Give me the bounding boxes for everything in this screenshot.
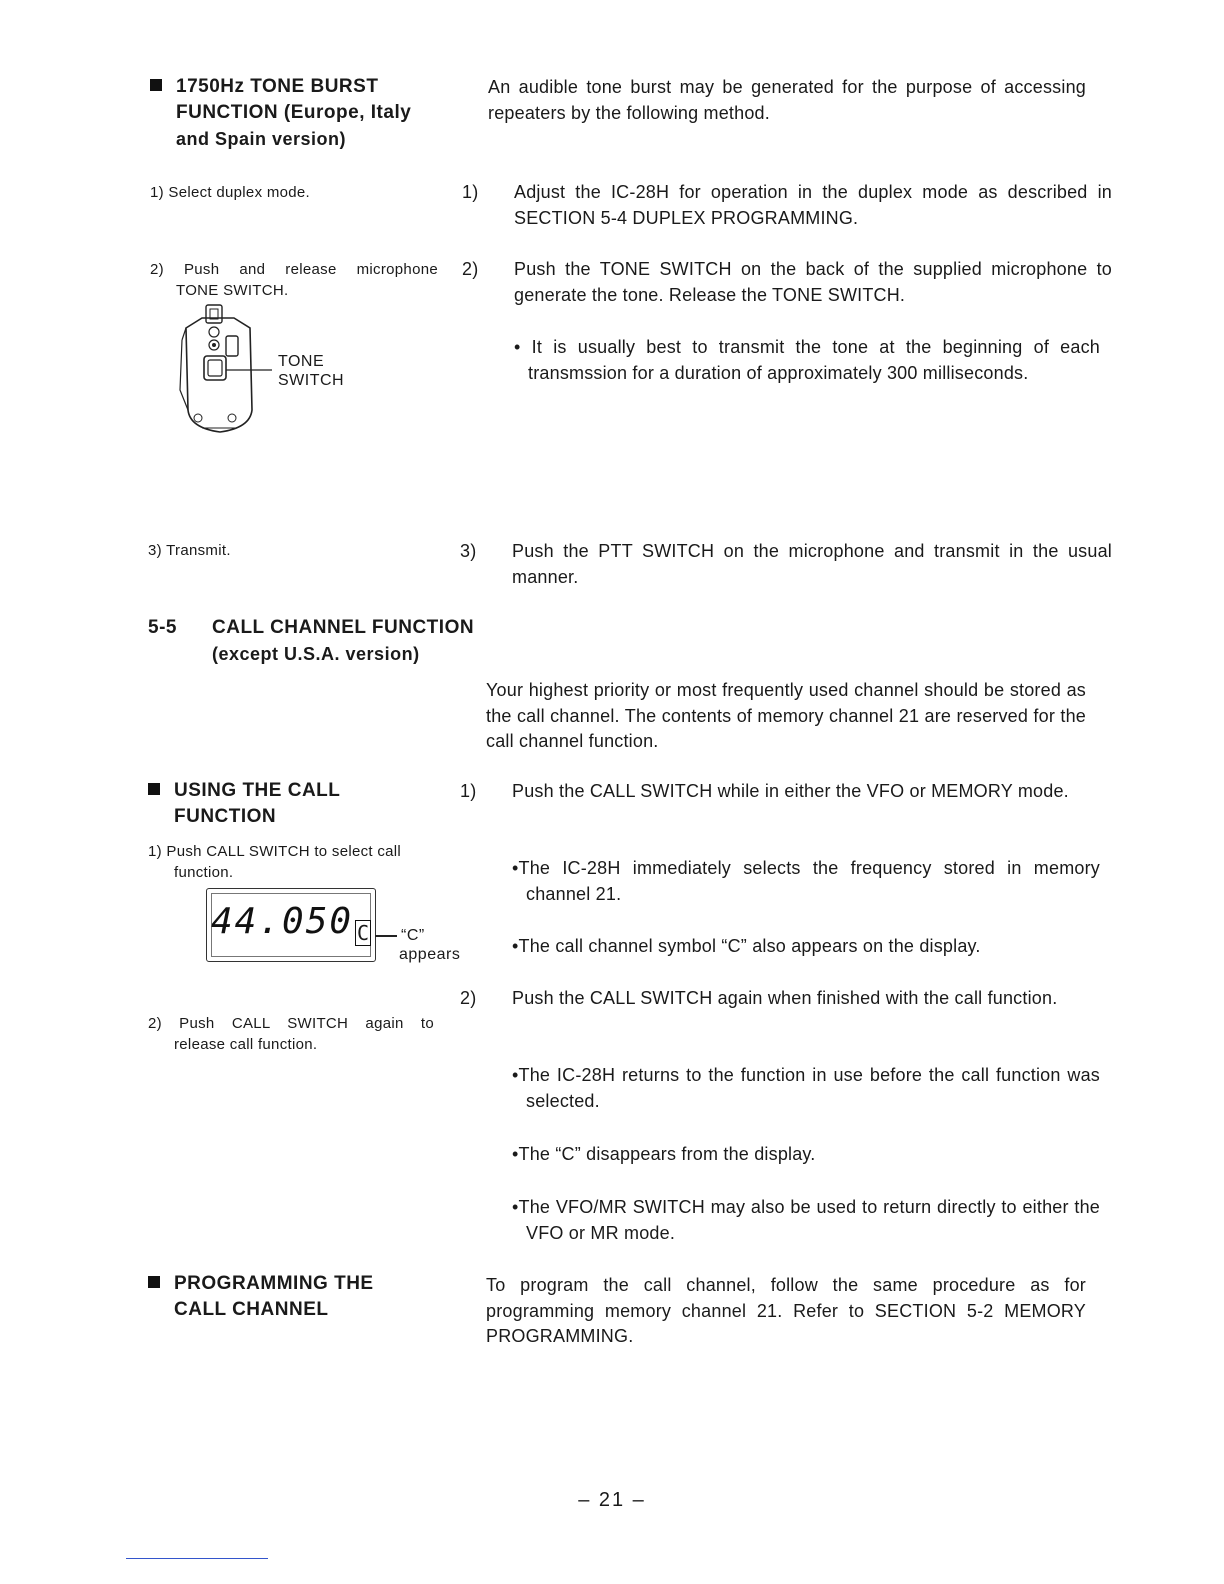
bullet-icon: • [512,936,519,956]
tone-step2-bullet: • It is usually best to transmit the tone at the beginning of each transmssion for a duration of approximately 300 milliseconds. [514,337,1100,383]
tone-step2-body: 2) Push the TONE SWITCH on the back of the supplied microphone to generate the tone. Release the TONE SWITCH. [462,259,1112,305]
section-intro: Your highest priority or most frequently used channel should be stored as the call channel. The contents of memory channel 21 are reserved for the call channel function. [486,680,1086,751]
square-bullet-icon [148,1276,160,1288]
tone-step3-body: 3) Push the PTT SWITCH on the microphone and transmit in the usual manner. [460,541,1112,587]
square-bullet-icon [148,783,160,795]
square-bullet-icon [150,79,162,91]
bullet-icon: • [512,858,519,878]
call-step1-body: 1) Push the CALL SWITCH while in either the VFO or MEMORY mode. [460,781,1069,801]
section-heading [148,615,548,667]
tone-burst-intro: An audible tone burst may be generated for the purpose of accessing repeaters by the following method. [488,77,1086,123]
lcd-frequency: 44.050 [211,901,354,942]
call-bullet-4: •The “C” disappears from the display. [512,1144,816,1164]
programming-heading: PROGRAMMING THE CALL CHANNEL [148,1271,448,1323]
lcd-display [206,888,376,962]
call-bullet-5: •The VFO/MR SWITCH may also be used to return directly to either the VFO or MR mode. [512,1197,1100,1243]
section-title: CALL CHANNEL FUNCTION [212,617,475,638]
tone-burst-heading: 1750Hz TONE BURST FUNCTION (Europe, Italy and Spain version) [150,74,450,152]
call-channel-symbol: C [356,921,370,945]
call-bullet-2: •The call channel symbol “C” also appears on the display. [512,936,981,956]
call-bullet-1: •The IC-28H immediately selects the frequency stored in memory channel 21. [512,858,1100,904]
bullet-icon: • [512,1144,519,1164]
bullet-icon: • [512,1197,519,1217]
bottom-rule [126,1558,268,1559]
call-bullet-3: •The IC-28H returns to the function in use before the call function was selected. [512,1065,1100,1111]
tone-switch-label: TONE SWITCH [278,353,345,389]
call-step2-body: 2) Push the CALL SWITCH again when finished with the call function. [460,988,1058,1008]
pointer-line [375,935,397,937]
tone-step1-short: 1) Select duplex mode. [150,184,311,201]
tone-step2-short: 2) Push and release microphone TONE SWITCH. [150,261,438,299]
call-step2-short: 2) Push CALL SWITCH again to release call function. [148,1015,434,1053]
programming-body: To program the call channel, follow the same procedure as for programming memory channel 21. Refer to SECTION 5-2 MEMORY PROGRAMMING. [486,1275,1086,1346]
microphone-illustration [172,300,272,440]
section-number: 5-5 [148,617,177,638]
using-call-heading: USING THE CALL FUNCTION [148,778,448,830]
section-subtitle: (except U.S.A. version) [212,644,420,664]
tone-step1-body: 1) Adjust the IC-28H for operation in the duplex mode as described in SECTION 5-4 DUPLEX PROGRAMMING. [462,182,1112,228]
bullet-icon: • [514,337,521,357]
bullet-icon: • [512,1065,519,1085]
call-step1-short: 1) Push CALL SWITCH to select call function. [148,843,402,881]
page-number: – 21 – [578,1489,646,1511]
c-appears-label: “C” appears [399,927,461,963]
tone-step3-short: 3) Transmit. [148,542,231,559]
